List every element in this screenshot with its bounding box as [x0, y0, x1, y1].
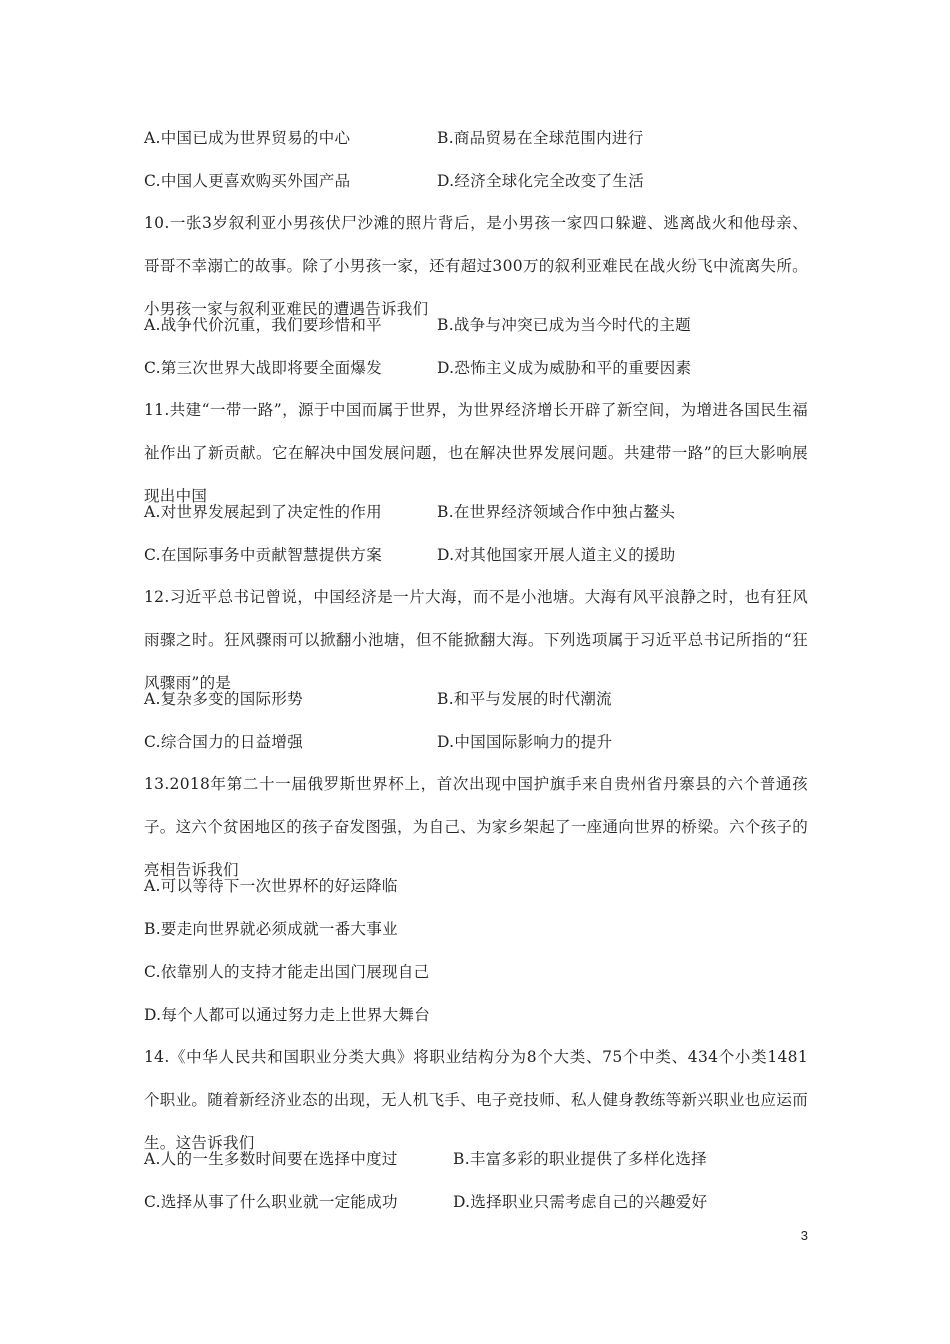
q10-option-c: C.第三次世界大战即将要全面爆发 — [144, 359, 383, 377]
q14-option-c: C.选择从事了什么职业就一定能成功 — [144, 1193, 398, 1211]
q9-option-b: B.商品贸易在全球范围内进行 — [437, 129, 644, 147]
q10-stem: 10.一张3岁叙利亚小男孩伏尸沙滩的照片背后，是小男孩一家四口躲避、逃离战火和他母亲、哥哥不幸溺亡的故事。除了小男孩一家，还有超过300万的叙利亚难民在战火纷飞中流离失所。小男孩一家与叙利亚难民的遭遇告诉我们 — [144, 214, 808, 318]
q11-option-a: A.对世界发展起到了决定性的作用 — [144, 503, 382, 521]
q9-option-a: A.中国已成为世界贸易的中心 — [144, 129, 351, 147]
q13-option-c: C.依靠别人的支持才能走出国门展现自己 — [144, 963, 430, 981]
q13-option-b: B.要走向世界就必须成就一番大事业 — [144, 920, 398, 938]
q13-stem: 13.2018年第二十一届俄罗斯世界杯上，首次出现中国护旗手来自贵州省丹寨县的六个普通孩子。这六个贫困地区的孩子奋发图强，为自己、为家乡架起了一座通向世界的桥梁。六个孩子的亮相告诉我们 — [144, 775, 808, 879]
q11-option-d: D.对其他国家开展人道主义的援助 — [437, 546, 676, 564]
q14-option-b: B.丰富多彩的职业提供了多样化选择 — [453, 1150, 707, 1168]
q14-option-d: D.选择职业只需考虑自己的兴趣爱好 — [453, 1193, 708, 1211]
q9-option-d: D.经济全球化完全改变了生活 — [437, 172, 645, 190]
q14-option-a: A.人的一生多数时间要在选择中度过 — [144, 1150, 398, 1168]
q12-option-d: D.中国国际影响力的提升 — [437, 733, 613, 751]
q12-option-b: B.和平与发展的时代潮流 — [437, 690, 612, 708]
q10-option-d: D.恐怖主义成为威胁和平的重要因素 — [437, 359, 692, 377]
q12-stem: 12.习近平总书记曾说，中国经济是一片大海，而不是小池塘。大海有风平浪静之时，也有狂风雨骤之时。狂风骤雨可以掀翻小池塘，但不能掀翻大海。下列选项属于习近平总书记所指的“狂风骤雨”的是 — [144, 588, 808, 692]
page-number: 3 — [800, 1228, 808, 1243]
q11-option-c: C.在国际事务中贡献智慧提供方案 — [144, 546, 383, 564]
q10-option-b: B.战争与冲突已成为当今时代的主题 — [437, 316, 691, 334]
q9-option-c: C.中国人更喜欢购买外国产品 — [144, 172, 351, 190]
q10-option-a: A.战争代价沉重，我们要珍惜和平 — [144, 316, 382, 334]
q11-stem: 11.共建“一带一路”，源于中国而属于世界，为世界经济增长开辟了新空间，为增进各国民生福祉作出了新贡献。它在解决中国发展问题，也在解决世界发展问题。共建带一路”的巨大影响展现出中国 — [144, 401, 808, 505]
q14-stem: 14.《中华人民共和国职业分类大典》将职业结构分为8个大类、75个中类、434个小类1481个职业。随着新经济业态的出现，无人机飞手、电子竞技师、私人健身教练等新兴职业也应运而生。这告诉我们 — [144, 1048, 808, 1152]
q12-option-a: A.复杂多变的国际形势 — [144, 690, 303, 708]
q12-option-c: C.综合国力的日益增强 — [144, 733, 304, 751]
q13-option-a: A.可以等待下一次世界杯的好运降临 — [144, 877, 398, 895]
q11-option-b: B.在世界经济领域合作中独占鳌头 — [437, 503, 676, 521]
q13-option-d: D.每个人都可以通过努力走上世界大舞台 — [144, 1006, 431, 1024]
